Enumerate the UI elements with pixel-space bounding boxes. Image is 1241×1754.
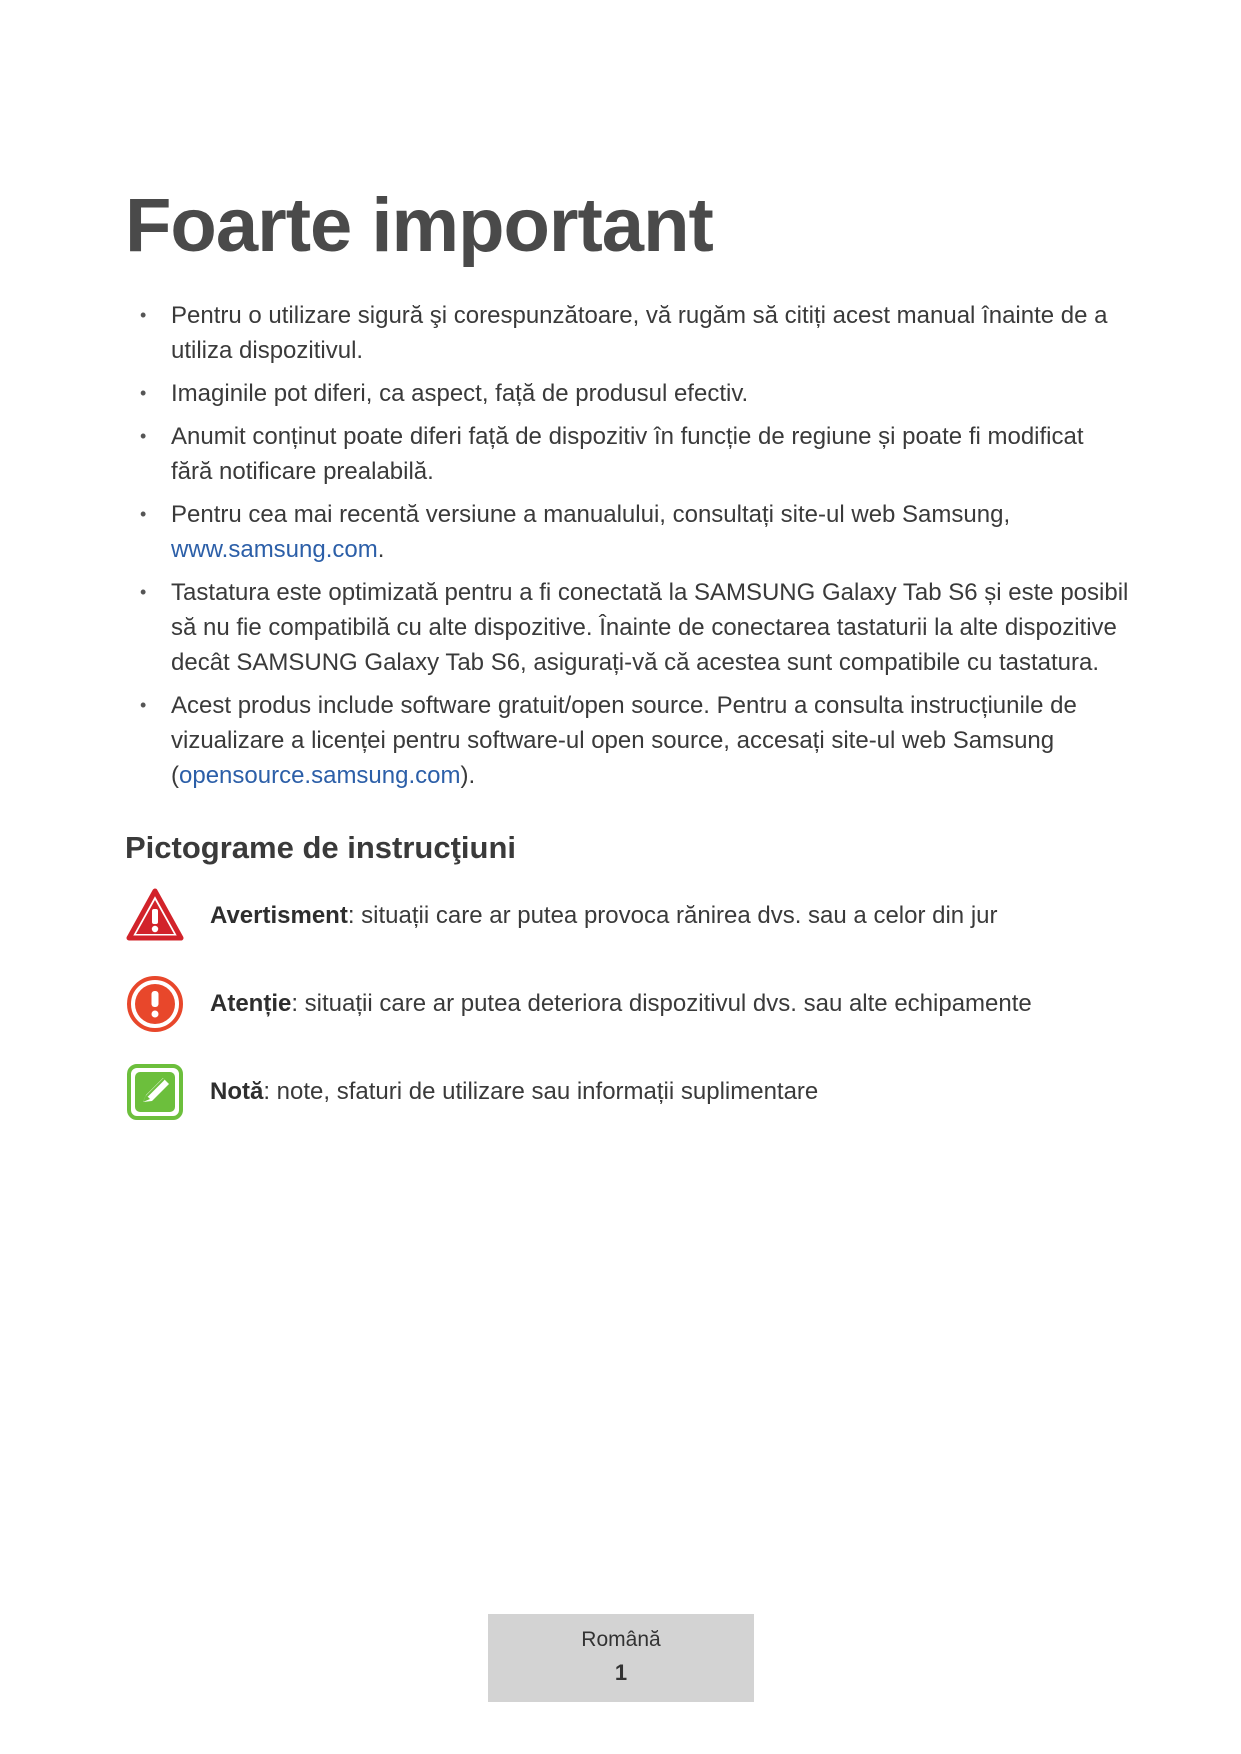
note-row bbox=[125, 1062, 1125, 1122]
list-item bbox=[140, 298, 1130, 368]
list-item-text: Imaginile pot diferi, ca aspect, față de produsul efectiv. bbox=[171, 380, 749, 407]
caution-row bbox=[125, 974, 1125, 1034]
list-item bbox=[140, 419, 1130, 489]
note-text: : note, sfaturi de utilizare sau informații suplimentare bbox=[263, 1078, 819, 1105]
list-item-text: Pentru cea mai recentă versiune a manualului, consultați site-ul web Samsung, bbox=[171, 501, 1011, 528]
list-item-text: . bbox=[377, 536, 385, 563]
list-item bbox=[140, 688, 1130, 793]
bullet-dot-icon: • bbox=[140, 426, 147, 446]
warning-triangle-icon bbox=[125, 886, 185, 946]
bullet-dot-icon: • bbox=[140, 305, 147, 325]
footer-language: Română bbox=[581, 1628, 661, 1651]
list-item-text: ). bbox=[460, 762, 476, 789]
bullet-dot-icon: • bbox=[140, 504, 147, 524]
samsung-website-link[interactable]: www.samsung.com bbox=[171, 536, 378, 563]
warning-text: : situații care ar putea provoca rănirea dvs. sau a celor din jur bbox=[347, 902, 998, 929]
list-item bbox=[140, 575, 1130, 680]
warning-label: Avertisment bbox=[210, 902, 348, 929]
list-item-text: Tastatura este optimizată pentru a fi conectată la SAMSUNG Galaxy Tab S6 și este posibil să nu fie compatibilă cu alte dispozitive. Înainte de conectarea tastaturii la alte dispozitive decât SAMSUNG Galaxy Tab S6, asigurați-vă că acestea sunt compatibile cu tastatura. bbox=[171, 579, 1129, 676]
bullet-dot-icon: • bbox=[140, 383, 147, 403]
opensource-website-link[interactable]: opensource.samsung.com bbox=[179, 762, 461, 789]
list-item-text: Anumit conținut poate diferi față de dispozitiv în funcție de regiune și poate fi modificat fără notificare prealabilă. bbox=[171, 423, 1084, 485]
caution-text: : situații care ar putea deteriora dispozitivul dvs. sau alte echipamente bbox=[291, 990, 1032, 1017]
warning-description bbox=[210, 902, 998, 930]
page-footer bbox=[488, 1614, 754, 1702]
list-item-text: Acest produs include software gratuit/open source. Pentru a consulta instrucțiunile de vizualizare a licenței pentru software-ul open source, accesați site-ul web Samsung ( bbox=[171, 692, 1077, 789]
list-item bbox=[140, 497, 1130, 567]
note-description bbox=[210, 1078, 818, 1106]
bullet-dot-icon: • bbox=[140, 582, 147, 602]
caution-circle-icon bbox=[125, 974, 185, 1034]
section-title: Pictograme de instrucţiuni bbox=[125, 830, 517, 865]
warning-row bbox=[125, 886, 1125, 946]
bullet-dot-icon: • bbox=[140, 695, 147, 715]
note-label: Notă bbox=[210, 1078, 264, 1105]
important-notes-list bbox=[140, 298, 1130, 801]
page-number: 1 bbox=[614, 1660, 628, 1685]
note-pencil-icon bbox=[125, 1062, 185, 1122]
list-item-text: Pentru o utilizare sigură şi corespunzătoare, vă rugăm să citiți acest manual înainte de a utiliza dispozitivul. bbox=[171, 302, 1108, 364]
list-item bbox=[140, 376, 1130, 411]
caution-description bbox=[210, 990, 1032, 1018]
page-title: Foarte important bbox=[125, 183, 713, 268]
caution-label: Atenție bbox=[210, 990, 292, 1017]
